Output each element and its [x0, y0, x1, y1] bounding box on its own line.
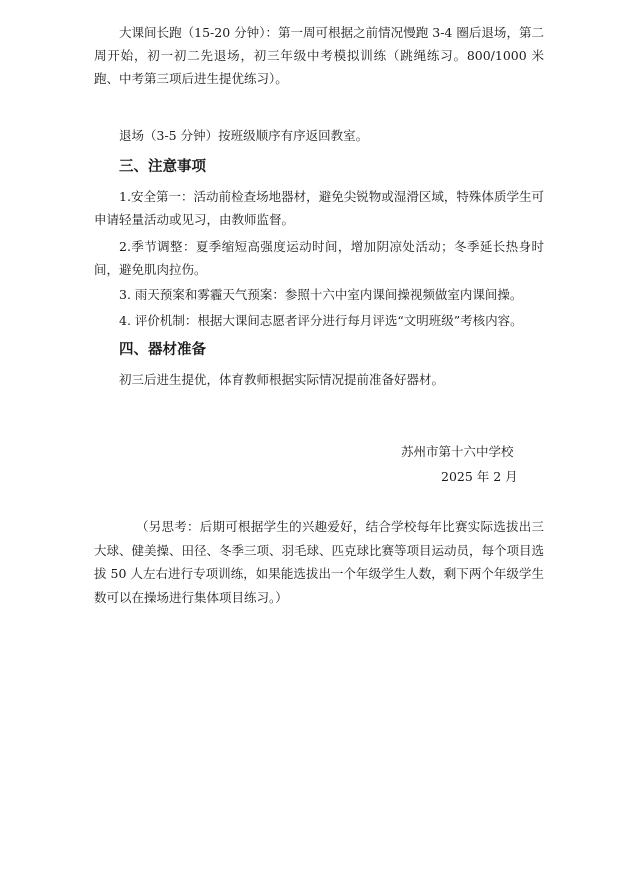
long-run-paragraph: 大课间长跑（15-20 分钟）：第一周可根据之前情况慢跑 3-4 圈后退场，第二周开始，初一初二先退场，初三年级中考模拟训练（跳绳练习。800/1000 米跑、中考第三项后进生提优练习）。 — [94, 25, 544, 86]
additional-note: （另思考：后期可根据学生的兴趣爱好，结合学校每年比赛实际选拔出三大球、健美操、田径、冬季三项、羽毛球、匹克球比赛等项目运动员，每个项目选拔 50 人左右进行专项训练，如果能选拔出一个年级学生人数，剩下两个年级学生数可以在操场进行集体项目练习。） — [94, 519, 545, 605]
precaution-item-4: 4. 评价机制：根据大课间志愿者评分进行每月评选“文明班级”考核内容。 — [119, 313, 523, 328]
signature-date: 2025 年 2 月 — [441, 469, 518, 484]
equipment-paragraph: 初三后进生提优，体育教师根据实际情况提前准备好器材。 — [119, 372, 445, 387]
section-3-heading: 三、注意事项 — [119, 159, 206, 175]
precaution-item-1: 1.安全第一：活动前检查场地器材，避免尖锐物或湿滑区域，特殊体质学生可申请轻量活动或见习，由教师监督。 — [94, 189, 544, 227]
precaution-item-2: 2.季节调整：夏季缩短高强度运动时间，增加阴凉处活动；冬季延长热身时间，避免肌肉拉伤。 — [94, 239, 544, 277]
precaution-item-3: 3. 雨天预案和雾霾天气预案：参照十六中室内课间操视频做室内课间操。 — [119, 287, 523, 302]
school-signature: 苏州市第十六中学校 — [401, 444, 514, 459]
section-4-heading: 四、器材准备 — [119, 342, 206, 358]
exit-paragraph: 退场（3-5 分钟）按班级顺序有序返回教室。 — [119, 128, 369, 143]
